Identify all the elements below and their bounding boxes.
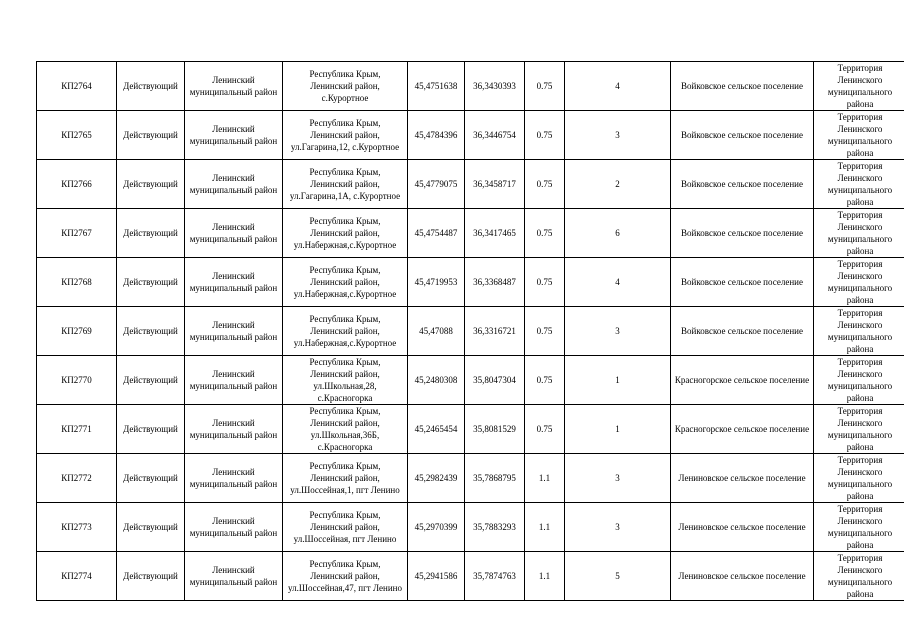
cell-territory-line: Ленинского: [837, 467, 883, 477]
cell-address-line: Ленинский район,: [310, 228, 380, 238]
cell-district: Ленинский муниципальный район: [185, 307, 283, 356]
cell-longitude: 35,7874763: [465, 552, 525, 601]
cell-longitude: 36,3458717: [465, 160, 525, 209]
cell-territory-line: Ленинского: [837, 418, 883, 428]
cell-address-line: Республика Крым,: [309, 461, 381, 471]
cell-district: Ленинский муниципальный район: [185, 552, 283, 601]
cell-territory-line: района: [846, 491, 874, 501]
cell-address: [283, 209, 408, 258]
cell-count: 6: [565, 209, 671, 258]
cell-territory-line: муниципального: [827, 430, 893, 440]
cell-address: [283, 552, 408, 601]
cell-code: КП2765: [37, 111, 117, 160]
cell-address-line: Республика Крым,: [309, 265, 381, 275]
cell-territory-line: Ленинского: [837, 565, 883, 575]
registry-table: [36, 61, 904, 601]
cell-territory-line: муниципального: [827, 332, 893, 342]
cell-area: 0.75: [525, 209, 565, 258]
cell-settlement: Красногорское сельское поселение: [671, 356, 814, 405]
cell-status: Действующий: [117, 503, 185, 552]
cell-longitude: 36,3417465: [465, 209, 525, 258]
cell-territory-line: района: [846, 246, 874, 256]
cell-territory-line: Территория: [837, 406, 883, 416]
cell-district: Ленинский муниципальный район: [185, 160, 283, 209]
cell-district: Ленинский муниципальный район: [185, 111, 283, 160]
cell-territory: [814, 356, 904, 405]
cell-area: 0.75: [525, 160, 565, 209]
cell-status: Действующий: [117, 111, 185, 160]
cell-count: 4: [565, 62, 671, 111]
cell-territory-line: Территория: [837, 455, 883, 465]
cell-address: [283, 503, 408, 552]
cell-address: [283, 454, 408, 503]
cell-settlement: Войковское сельское поселение: [671, 111, 814, 160]
cell-address-line: Ленинский район,: [310, 130, 380, 140]
cell-territory-line: района: [846, 295, 874, 305]
cell-district: Ленинский муниципальный район: [185, 356, 283, 405]
cell-address-line: Республика Крым,: [309, 357, 381, 367]
cell-address-line: Республика Крым,: [309, 118, 381, 128]
cell-address-line: ул.Школьная,36Б,: [310, 430, 380, 440]
cell-district: Ленинский муниципальный район: [185, 405, 283, 454]
cell-latitude: 45,4751638: [408, 62, 465, 111]
cell-code: КП2770: [37, 356, 117, 405]
cell-latitude: 45,2465454: [408, 405, 465, 454]
cell-latitude: 45,4719953: [408, 258, 465, 307]
cell-area: 0.75: [525, 258, 565, 307]
cell-address-line: с.Красногорка: [317, 393, 373, 403]
cell-settlement: Войковское сельское поселение: [671, 258, 814, 307]
cell-territory-line: района: [846, 148, 874, 158]
cell-address-line: с.Красногорка: [317, 442, 373, 452]
cell-address-line: Ленинский район,: [310, 571, 380, 581]
cell-territory-line: Ленинского: [837, 173, 883, 183]
cell-territory-line: Ленинского: [837, 369, 883, 379]
cell-territory-line: муниципального: [827, 283, 893, 293]
cell-status: Действующий: [117, 454, 185, 503]
cell-territory: [814, 307, 904, 356]
cell-territory-line: Ленинского: [837, 124, 883, 134]
cell-district: Ленинский муниципальный район: [185, 258, 283, 307]
cell-territory-line: муниципального: [827, 136, 893, 146]
cell-territory-line: Ленинского: [837, 271, 883, 281]
cell-territory: [814, 62, 904, 111]
cell-address-line: ул.Набержная,с.Курортное: [293, 240, 397, 250]
cell-territory-line: Ленинского: [837, 320, 883, 330]
cell-status: Действующий: [117, 160, 185, 209]
cell-territory-line: района: [846, 197, 874, 207]
cell-status: Действующий: [117, 209, 185, 258]
cell-count: 3: [565, 307, 671, 356]
cell-address-line: ул.Гагарина,1А, с.Курортное: [289, 191, 401, 201]
cell-status: Действующий: [117, 552, 185, 601]
cell-territory-line: района: [846, 99, 874, 109]
cell-address-line: с.Курортное: [321, 93, 369, 103]
table-row: [37, 552, 904, 601]
table-row: [37, 356, 904, 405]
cell-address-line: ул.Шоссейная,1, пгт Ленино: [290, 485, 400, 495]
cell-area: 1.1: [525, 454, 565, 503]
cell-count: 3: [565, 454, 671, 503]
cell-territory-line: района: [846, 344, 874, 354]
cell-address-line: Ленинский район,: [310, 473, 380, 483]
cell-address-line: Республика Крым,: [309, 69, 381, 79]
cell-territory-line: Ленинского: [837, 222, 883, 232]
cell-territory-line: Ленинского: [837, 75, 883, 85]
cell-address-line: Ленинский район,: [310, 326, 380, 336]
cell-territory-line: Территория: [837, 63, 883, 73]
cell-settlement: Лениновское сельское поселение: [671, 454, 814, 503]
cell-status: Действующий: [117, 62, 185, 111]
cell-area: 0.75: [525, 62, 565, 111]
table-row: [37, 454, 904, 503]
cell-territory: [814, 258, 904, 307]
cell-latitude: 45,47088: [408, 307, 465, 356]
table-row: [37, 62, 904, 111]
cell-territory-line: района: [846, 589, 874, 599]
cell-territory-line: Территория: [837, 357, 883, 367]
cell-latitude: 45,4754487: [408, 209, 465, 258]
cell-settlement: Войковское сельское поселение: [671, 62, 814, 111]
cell-settlement: Красногорское сельское поселение: [671, 405, 814, 454]
cell-address-line: ул.Шоссейная,47, пгт Ленино: [288, 583, 402, 593]
cell-territory-line: муниципального: [827, 87, 893, 97]
cell-latitude: 45,2480308: [408, 356, 465, 405]
cell-area: 0.75: [525, 111, 565, 160]
cell-code: КП2772: [37, 454, 117, 503]
cell-settlement: Лениновское сельское поселение: [671, 503, 814, 552]
cell-address-line: ул.Набержная,с.Курортное: [293, 289, 397, 299]
cell-territory-line: муниципального: [827, 185, 893, 195]
cell-address-line: ул.Шоссейная, пгт Ленино: [293, 534, 397, 544]
cell-address-line: Ленинский район,: [310, 277, 380, 287]
cell-address-line: Ленинский район,: [310, 179, 380, 189]
cell-territory: [814, 454, 904, 503]
cell-territory-line: района: [846, 540, 874, 550]
cell-territory-line: Территория: [837, 210, 883, 220]
cell-territory-line: Территория: [837, 504, 883, 514]
cell-territory-line: Территория: [837, 553, 883, 563]
cell-longitude: 36,3368487: [465, 258, 525, 307]
cell-territory: [814, 552, 904, 601]
cell-territory: [814, 503, 904, 552]
cell-address-line: Ленинский район,: [310, 369, 380, 379]
table-row: [37, 405, 904, 454]
cell-settlement: Войковское сельское поселение: [671, 209, 814, 258]
cell-count: 3: [565, 503, 671, 552]
cell-area: 0.75: [525, 356, 565, 405]
cell-territory: [814, 209, 904, 258]
cell-territory-line: муниципального: [827, 577, 893, 587]
cell-address: [283, 62, 408, 111]
cell-territory-line: муниципального: [827, 479, 893, 489]
cell-address-line: ул.Гагарина,12, с.Курортное: [290, 142, 400, 152]
cell-address: [283, 307, 408, 356]
cell-longitude: 35,7868795: [465, 454, 525, 503]
cell-code: КП2768: [37, 258, 117, 307]
cell-status: Действующий: [117, 405, 185, 454]
cell-code: КП2774: [37, 552, 117, 601]
cell-address: [283, 258, 408, 307]
cell-territory-line: Ленинского: [837, 516, 883, 526]
cell-count: 1: [565, 356, 671, 405]
cell-territory-line: Территория: [837, 161, 883, 171]
cell-territory-line: Территория: [837, 112, 883, 122]
cell-address-line: Республика Крым,: [309, 216, 381, 226]
cell-status: Действующий: [117, 356, 185, 405]
cell-address-line: Республика Крым,: [309, 559, 381, 569]
cell-latitude: 45,2970399: [408, 503, 465, 552]
cell-area: 0.75: [525, 307, 565, 356]
cell-settlement: Войковское сельское поселение: [671, 160, 814, 209]
cell-latitude: 45,4784396: [408, 111, 465, 160]
cell-longitude: 35,8047304: [465, 356, 525, 405]
table-row: [37, 307, 904, 356]
cell-address-line: Республика Крым,: [309, 406, 381, 416]
cell-code: КП2766: [37, 160, 117, 209]
cell-territory-line: Территория: [837, 308, 883, 318]
cell-address-line: Ленинский район,: [310, 522, 380, 532]
cell-address: [283, 160, 408, 209]
cell-district: Ленинский муниципальный район: [185, 209, 283, 258]
cell-longitude: 36,3446754: [465, 111, 525, 160]
cell-longitude: 36,3430393: [465, 62, 525, 111]
cell-territory-line: муниципального: [827, 528, 893, 538]
cell-address: [283, 356, 408, 405]
table-row: [37, 160, 904, 209]
cell-code: КП2773: [37, 503, 117, 552]
cell-district: Ленинский муниципальный район: [185, 503, 283, 552]
cell-count: 5: [565, 552, 671, 601]
cell-latitude: 45,2941586: [408, 552, 465, 601]
cell-code: КП2769: [37, 307, 117, 356]
cell-territory-line: Территория: [837, 259, 883, 269]
cell-count: 3: [565, 111, 671, 160]
cell-area: 1.1: [525, 552, 565, 601]
table-row: [37, 209, 904, 258]
cell-address-line: ул.Набержная,с.Курортное: [293, 338, 397, 348]
cell-code: КП2764: [37, 62, 117, 111]
cell-longitude: 35,7883293: [465, 503, 525, 552]
cell-territory: [814, 405, 904, 454]
cell-address-line: Ленинский район,: [310, 81, 380, 91]
cell-address-line: ул.Школьная,28,: [313, 381, 377, 391]
cell-latitude: 45,4779075: [408, 160, 465, 209]
registry-table-body: [37, 62, 904, 601]
cell-territory: [814, 160, 904, 209]
cell-address-line: Республика Крым,: [309, 167, 381, 177]
cell-count: 1: [565, 405, 671, 454]
cell-territory-line: района: [846, 442, 874, 452]
cell-territory-line: муниципального: [827, 381, 893, 391]
cell-address: [283, 111, 408, 160]
cell-status: Действующий: [117, 307, 185, 356]
table-row: [37, 111, 904, 160]
cell-territory: [814, 111, 904, 160]
cell-settlement: Войковское сельское поселение: [671, 307, 814, 356]
cell-address: [283, 405, 408, 454]
cell-territory-line: муниципального: [827, 234, 893, 244]
cell-status: Действующий: [117, 258, 185, 307]
cell-address-line: Республика Крым,: [309, 510, 381, 520]
cell-territory-line: района: [846, 393, 874, 403]
cell-code: КП2767: [37, 209, 117, 258]
cell-district: Ленинский муниципальный район: [185, 454, 283, 503]
cell-address-line: Республика Крым,: [309, 314, 381, 324]
cell-district: Ленинский муниципальный район: [185, 62, 283, 111]
cell-settlement: Лениновское сельское поселение: [671, 552, 814, 601]
cell-longitude: 35,8081529: [465, 405, 525, 454]
cell-latitude: 45,2982439: [408, 454, 465, 503]
cell-count: 4: [565, 258, 671, 307]
cell-count: 2: [565, 160, 671, 209]
cell-area: 0.75: [525, 405, 565, 454]
table-row: [37, 503, 904, 552]
cell-longitude: 36,3316721: [465, 307, 525, 356]
cell-code: КП2771: [37, 405, 117, 454]
cell-area: 1.1: [525, 503, 565, 552]
table-row: [37, 258, 904, 307]
cell-address-line: Ленинский район,: [310, 418, 380, 428]
